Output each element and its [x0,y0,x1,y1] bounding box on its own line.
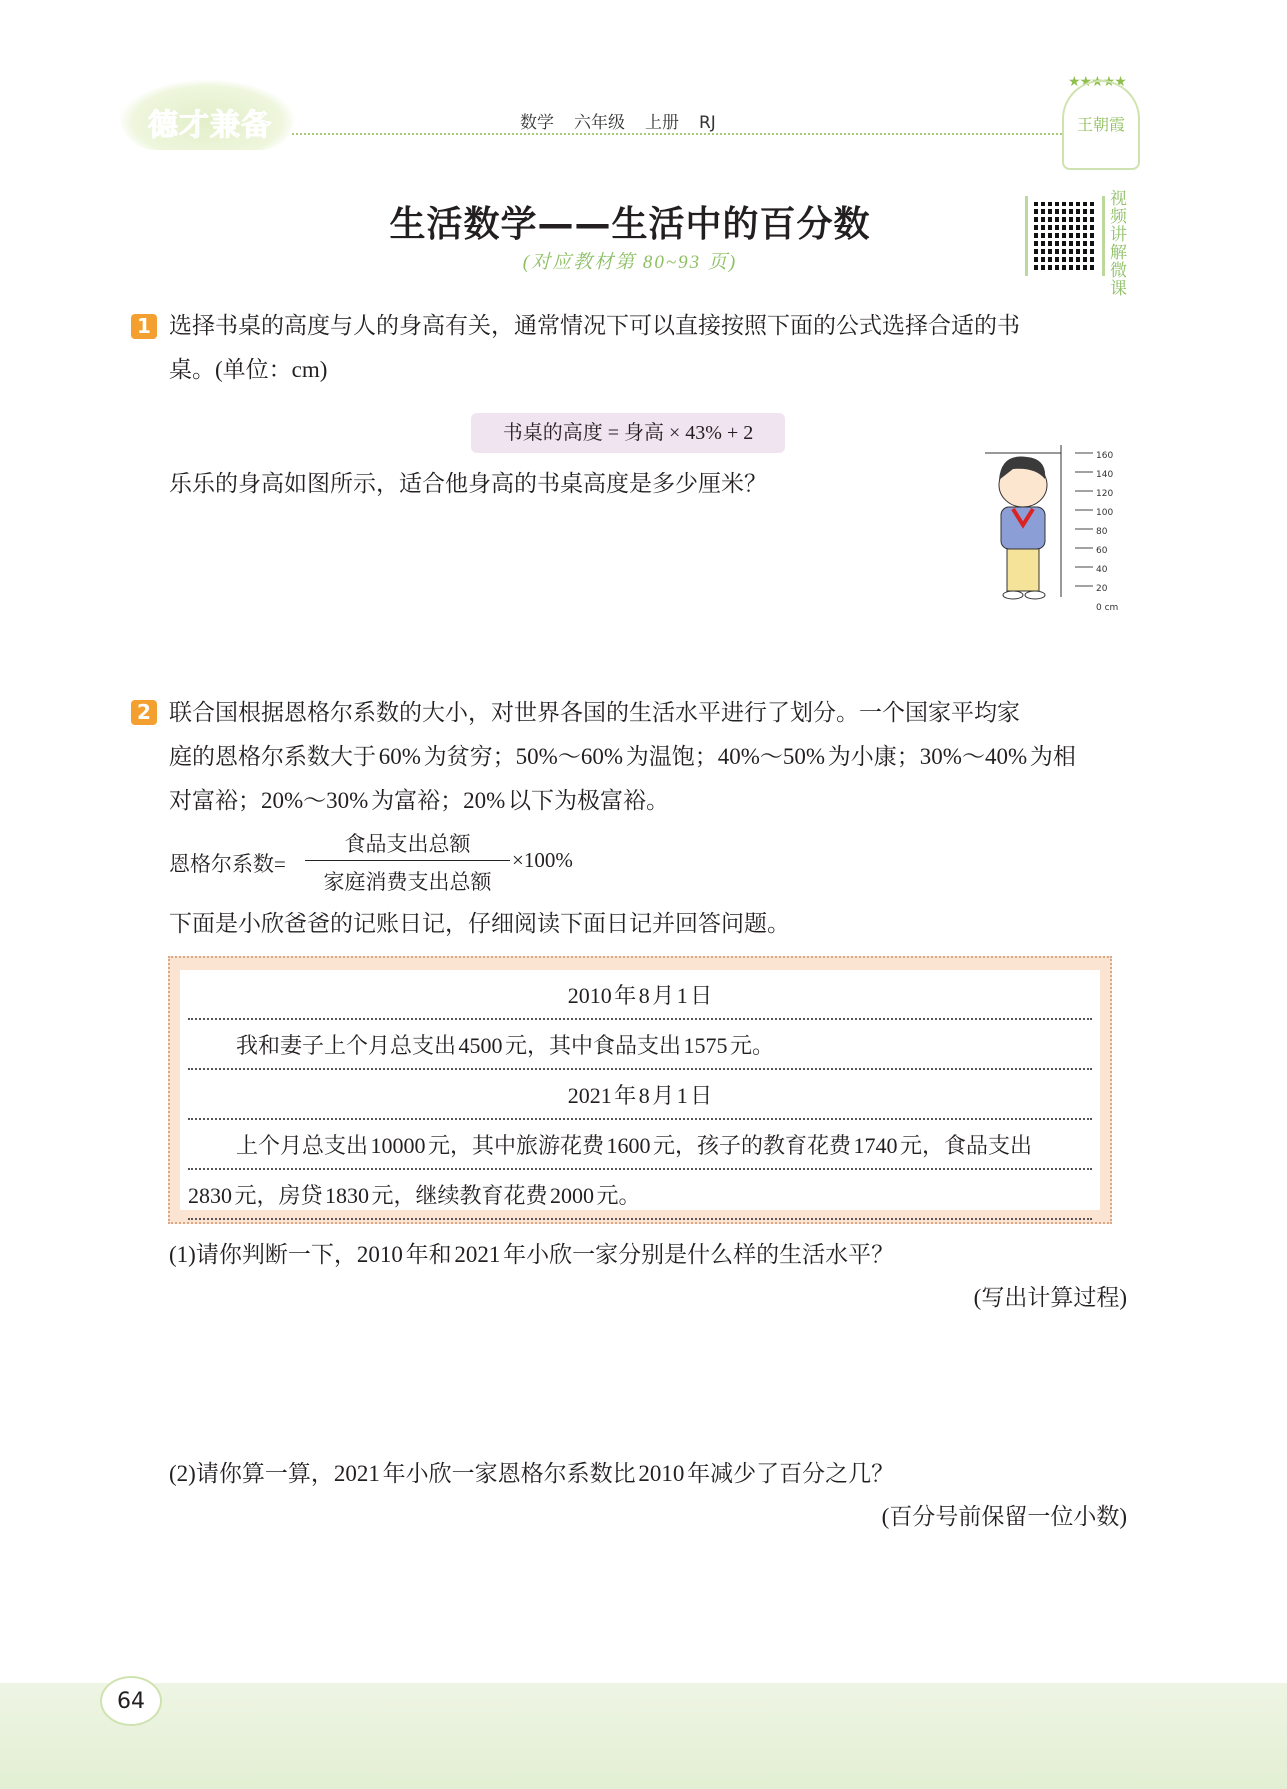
sub-question-1: (1)请你判断一下，2010 年和 2021 年小欣一家分别是什么样的生活水平？ [169,1242,895,1267]
qr-code-icon[interactable] [1025,196,1105,276]
q2-text: 联合国根据恩格尔系数的大小，对世界各国的生活水平进行了划分。一个国家平均家 庭的恩格尔系数大于 60% 为贫穷；50%～60% 为温饱；40%～50% 为小康；30%～40% 为相 对富裕；20%～30% 为富裕；20% 以下为极富裕。 [169,700,1076,813]
engel-formula-label: 恩格尔系数= [169,852,286,876]
ruler-labels: 160 140 120 100 80 60 40 20 0 cm [1096,451,1119,613]
stars-icon: ★★★★★ [1068,75,1126,90]
q1-question: 乐乐的身高如图所示，适合他身高的书桌高度是多少厘米？ [169,471,767,496]
q2-intro: 下面是小欣爸爸的记账日记，仔细阅读下面日记并回答问题。 [169,911,790,936]
page-title: 生活数学——生活中的百分数 [389,204,871,245]
diary-entry-2a: 上个月总支出 10000 元，其中旅游花费 1600 元，孩子的教育花费 1740 元，食品支出 [188,1120,1092,1170]
brand-logo: 德才兼备 [120,80,295,150]
diary-date-1: 2010 年 8 月 1 日 [188,970,1092,1020]
sub-question-1-note: (写出计算过程) [973,1285,1127,1310]
question-1-badge: 1 [131,314,157,339]
diary-entry-2b: 2830 元，房贷 1830 元，继续教育花费 2000 元。 [188,1170,1092,1220]
diary-box [168,956,1112,1224]
qr-label: 视频讲解微课 [1110,189,1127,299]
sub-question-2: (2)请你算一算，2021 年小欣一家恩格尔系数比 2010 年减少了百分之几？ [169,1461,895,1486]
height-figure [983,445,1133,613]
header-meta: 数学 六年级 上册 RJ [520,113,716,133]
formula-numerator: 食品支出总额 [305,828,510,861]
diary-date-2: 2021 年 8 月 1 日 [188,1070,1092,1120]
diary-entry-1: 我和妻子上个月总支出 4500 元，其中食品支出 1575 元。 [188,1020,1092,1070]
question-2-badge: 2 [131,700,157,725]
page-number: 64 [100,1676,162,1726]
footer-band [0,1683,1287,1789]
sub-question-2-note: (百分号前保留一位小数) [881,1504,1127,1529]
header-divider [292,133,1062,135]
seal-logo: 王朝霞 [1062,80,1140,170]
desk-height-formula: 书桌的高度 = 身高 × 43% + 2 [471,413,785,453]
q1-text: 选择书桌的高度与人的身高有关，通常情况下可以直接按照下面的公式选择合适的书 桌。(单位：cm) [169,313,1020,382]
page-subtitle: (对应教材第 80~93 页) [522,252,738,273]
formula-denominator: 家庭消费支出总额 [323,870,492,894]
formula-tail: ×100% [512,848,573,872]
